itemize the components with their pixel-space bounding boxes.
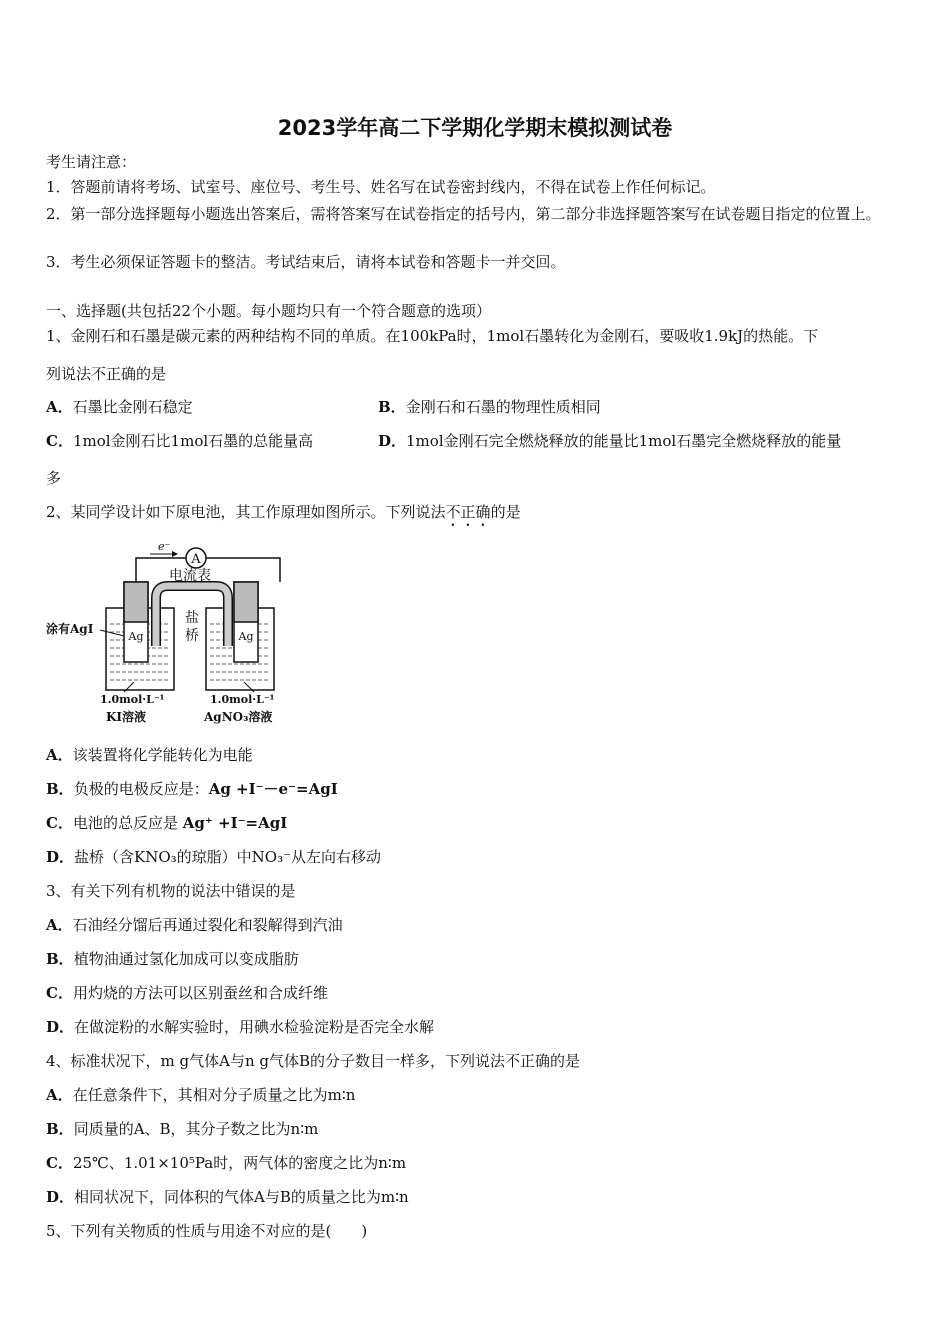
right-electrode-top [234, 582, 258, 622]
q1-stem-line2: 列说法不正确的是 [46, 365, 167, 383]
notice-item-2: 2．第一部分选择题每小题选出答案后，需将答案写在试卷指定的括号内，第二部分非选择题答案写在试卷题目指定的位置上。 [46, 205, 881, 223]
q1-option-c [46, 431, 313, 451]
q4-stem: 4、标准状况下，m g气体A与n g气体B的分子数目一样多，下列说法不正确的是 [46, 1052, 581, 1070]
option-label: B． [46, 780, 74, 798]
option-label: C． [46, 1154, 73, 1172]
q4-option-d-text: 相同状况下，同体积的气体A与B的质量之比为m∶n [74, 1188, 409, 1206]
q3-option-a-text: 石油经分馏后再通过裂化和裂解得到汽油 [72, 916, 343, 934]
q3-option-d [46, 1017, 434, 1037]
left-solution-label: KI溶液 [106, 710, 147, 724]
q1-option-a-text: 石墨比金刚石稳定 [72, 398, 193, 416]
option-label: D． [46, 1188, 75, 1206]
q2-stem-post: 的是 [490, 503, 521, 521]
q1-option-a [46, 397, 193, 417]
left-pointer [100, 630, 124, 636]
q4-option-b-text: 同质量的A、B，其分子数之比为n∶m [73, 1120, 319, 1138]
option-label: B． [46, 950, 74, 968]
q2-option-b-formula: Ag +I⁻－e⁻=AgI [208, 780, 338, 798]
notice-item-3: 3．考生必须保证答题卡的整洁。考试结束后，请将本试卷和答题卡一并交回。 [46, 253, 566, 271]
q3-option-b [46, 949, 299, 969]
salt-bridge-label-char: 盐 [185, 610, 199, 626]
q2-option-c-formula: Ag⁺ +I⁻=AgI [182, 814, 288, 832]
q5-stem: 5、下列有关物质的性质与用途不对应的是( ) [46, 1222, 368, 1240]
q1-option-d-cont: 多 [46, 469, 62, 487]
ammeter-symbol: A [191, 552, 201, 567]
option-label: C． [46, 432, 73, 450]
q1-option-d [378, 431, 841, 451]
option-label: C． [46, 814, 73, 832]
left-coating-label: 涂有AgI [46, 622, 94, 636]
option-label: D． [46, 1018, 75, 1036]
q2-stem [46, 502, 521, 530]
galvanic-cell-diagram [44, 536, 294, 732]
section-heading: 一、选择题(共包括22个小题。每小题均只有一个符合题意的选项） [46, 302, 491, 320]
page-title: 2023学年高二下学期化学期末模拟测试卷 [277, 116, 673, 140]
ammeter-label: 电流表 [169, 568, 211, 584]
q3-option-b-text: 植物油通过氢化加成可以变成脂肪 [73, 950, 299, 968]
option-label: A． [46, 746, 73, 764]
q4-option-d [46, 1187, 409, 1207]
q4-option-a [46, 1085, 355, 1105]
q2-stem-emphasis: 不正确 [445, 503, 491, 521]
q4-option-a-text: 在任意条件下，其相对分子质量之比为m∶n [72, 1086, 356, 1104]
q2-option-d [46, 847, 381, 867]
q3-option-d-text: 在做淀粉的水解实验时，用碘水检验淀粉是否完全水解 [74, 1018, 435, 1036]
q1-option-d-text: 1mol金刚石完全燃烧释放的能量比1mol石墨完全燃烧释放的能量 [406, 432, 842, 450]
q2-option-b-pre: 负极的电极反应是： [73, 780, 209, 798]
q1-option-b [378, 397, 601, 417]
option-label: A． [46, 916, 73, 934]
left-electrode-label: Ag [128, 630, 144, 643]
electron-arrowhead [172, 551, 178, 557]
option-label: A． [46, 398, 73, 416]
q2-stem-pre: 2、某同学设计如下原电池，其工作原理如图所示。下列说法 [46, 503, 446, 521]
q3-option-c [46, 983, 328, 1003]
right-solution-label: AgNO₃溶液 [204, 710, 273, 724]
option-label: D． [378, 432, 407, 450]
right-electrode-label: Ag [238, 630, 254, 643]
right-concentration: 1.0mol·L⁻¹ [210, 693, 275, 706]
option-label: A． [46, 1086, 73, 1104]
q2-option-d-text: 盐桥（含KNO₃的琼脂）中NO₃⁻从左向右移动 [74, 848, 382, 866]
electron-label: e⁻ [158, 540, 171, 553]
q4-option-c [46, 1153, 406, 1173]
q2-option-a [46, 745, 253, 765]
q1-option-c-text: 1mol金刚石比1mol石墨的总能量高 [72, 432, 314, 450]
q1-stem-line1: 1、金刚石和石墨是碳元素的两种结构不同的单质。在100kPa时，1mol石墨转化为金刚石，要吸收1.9kJ的热能。下 [46, 327, 819, 345]
notice-item-1: 1．答题前请将考场、试室号、座位号、考生号、姓名写在试卷密封线内，不得在试卷上作任何标记。 [46, 178, 716, 196]
q2-option-c-pre: 电池的总反应是 [72, 814, 178, 832]
q1-option-b-text: 金刚石和石墨的物理性质相同 [405, 398, 601, 416]
q3-stem: 3、有关下列有机物的说法中错误的是 [46, 882, 296, 900]
salt-bridge-label [185, 609, 199, 644]
q2-option-b [46, 779, 338, 799]
left-concentration: 1.0mol·L⁻¹ [100, 693, 165, 706]
salt-bridge-label-char: 桥 [185, 628, 199, 644]
q2-option-a-text: 该装置将化学能转化为电能 [72, 746, 253, 764]
q2-option-c [46, 813, 287, 833]
q3-option-a [46, 915, 343, 935]
q4-option-b [46, 1119, 318, 1139]
option-label: B． [378, 398, 406, 416]
q4-option-c-text: 25℃、1.01×10⁵Pa时，两气体的密度之比为n∶m [72, 1154, 407, 1172]
option-label: D． [46, 848, 75, 866]
option-label: B． [46, 1120, 74, 1138]
q3-option-c-text: 用灼烧的方法可以区别蚕丝和合成纤维 [72, 984, 328, 1002]
left-electrode-top [124, 582, 148, 622]
notice-heading: 考生请注意： [46, 153, 137, 171]
option-label: C． [46, 984, 73, 1002]
